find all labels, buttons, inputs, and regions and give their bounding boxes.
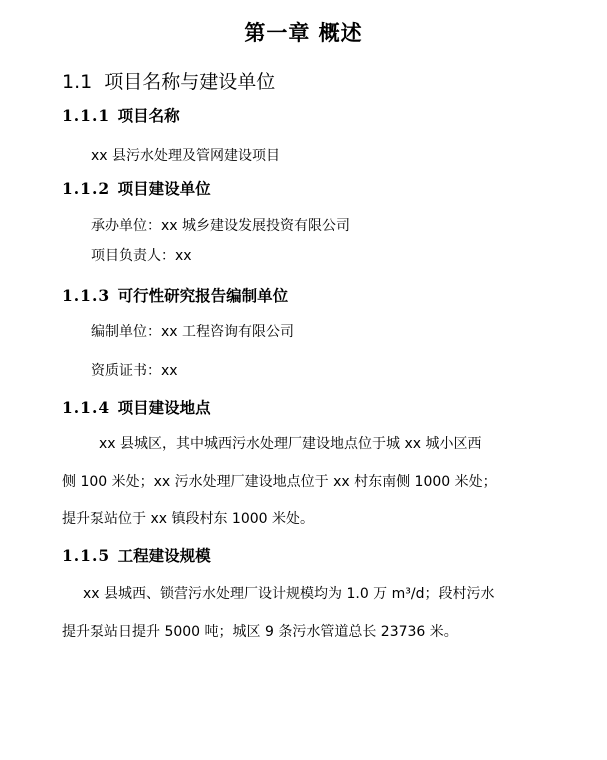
location-line: xx 县城区，其中城西污水处理厂建设地点位于城 xx 城小区西 <box>99 436 482 452</box>
scale-line: xx 县城西、锁营污水处理厂设计规模均为 1.0 万 m³/d；段村污水 <box>83 586 495 602</box>
subsection-heading-1-1-3 <box>62 284 288 306</box>
section-number: 1.1 <box>62 71 93 93</box>
person-in-charge-text: 项目负责人：xx <box>91 248 192 264</box>
location-line: 提升泵站位于 xx 镇段村东 1000 米处。 <box>62 511 314 527</box>
subsection-title: 可行性研究报告编制单位 <box>117 286 289 305</box>
location-line: 侧 100 米处；xx 污水处理厂建设地点位于 xx 村东南侧 1000 米处； <box>62 474 497 490</box>
subsection-number: 1.1.2 <box>62 179 111 198</box>
subsection-title: 项目名称 <box>117 106 180 125</box>
subsection-number: 1.1.3 <box>62 286 111 305</box>
section-heading <box>62 67 275 94</box>
chapter-title: 第一章 概述 <box>244 21 363 45</box>
subsection-heading-1-1-2 <box>62 177 211 199</box>
subsection-heading-1-1-5 <box>62 544 211 566</box>
subsection-number: 1.1.5 <box>62 546 111 565</box>
scale-line: 提升泵站日提升 5000 吨；城区 9 条污水管道总长 23736 米。 <box>62 624 458 640</box>
section-title: 项目名称与建设单位 <box>104 71 276 93</box>
subsection-heading-1-1-4 <box>62 396 211 418</box>
subsection-heading-1-1-1 <box>62 104 180 126</box>
subsection-title: 项目建设地点 <box>117 398 211 417</box>
subsection-title: 项目建设单位 <box>117 179 211 198</box>
subsection-number: 1.1.1 <box>62 106 111 125</box>
project-name-text: xx 县污水处理及管网建设项目 <box>91 148 281 164</box>
undertaking-unit-text: 承办单位：xx 城乡建设发展投资有限公司 <box>91 218 351 234</box>
certificate-text: 资质证书：xx <box>91 363 178 379</box>
subsection-number: 1.1.4 <box>62 398 111 417</box>
compiler-unit-text: 编制单位：xx 工程咨询有限公司 <box>91 324 295 340</box>
subsection-title: 工程建设规模 <box>117 546 211 565</box>
